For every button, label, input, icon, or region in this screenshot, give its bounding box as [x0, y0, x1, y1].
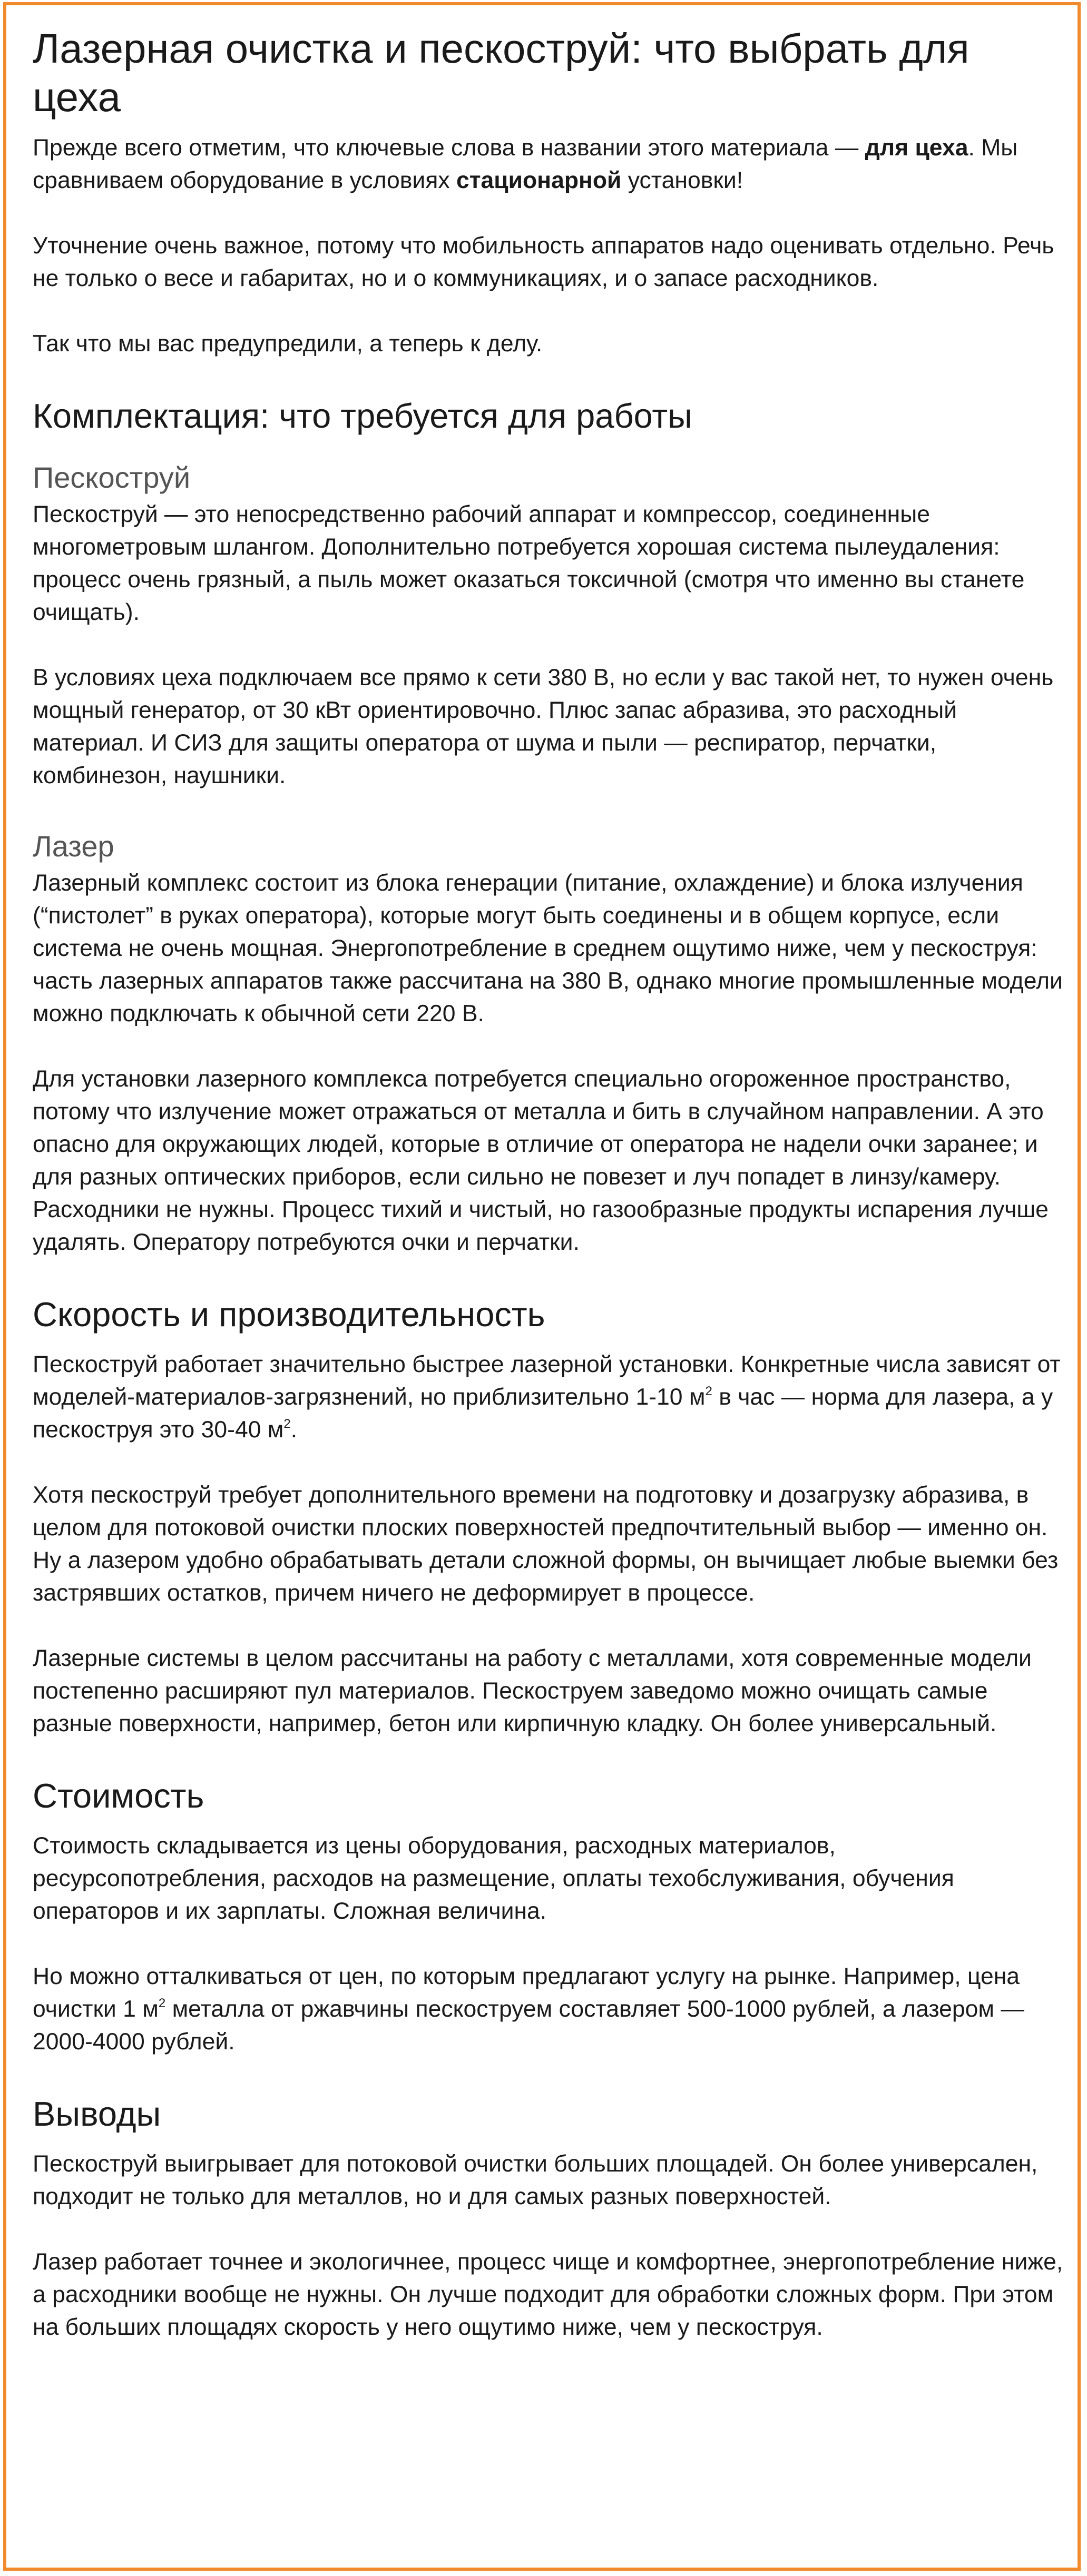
section-heading-conclusions: Выводы — [33, 2095, 161, 2133]
section-heading-equipment: Комплектация: что требуется для работы — [33, 397, 692, 435]
intro-paragraph-3: Так что мы вас предупредили, а теперь к делу. — [33, 331, 543, 357]
conclusions-paragraph-1: Пескоструй выигрывает для потоковой очистки больших площадей. Он более универсален, подходит не только для металлов, но и для самых разных поверхностей. — [33, 2151, 1038, 2209]
article-frame — [3, 2, 1081, 2571]
section-heading-speed: Скорость и производительность — [33, 1295, 545, 1334]
cost-paragraph-2: Но можно отталкиваться от цен, по которым предлагают услугу на рынке. Например, цена очистки 1 $м^2$ металла от ржавчины пескоструем составляет 500-1000 рублей, а лазером — 2000-4000 рублей. — [33, 1963, 1024, 2055]
conclusions-paragraph-2: Лазер работает точнее и экологичнее, процесс чище и комфортнее, энергопотребление ниже, а расходники вообще не нужны. Он лучше подходит для обработки сложных форм. При этом на больших площадях скорость у него ощутимо ниже, чем у пескоструя. — [33, 2249, 1063, 2340]
speed-paragraph-2: Хотя пескоструй требует дополнительного времени на подготовку и дозагрузку абразива, в целом для потоковой очистки плоских поверхностей предпочтительный выбор — именно он. Ну а лазером удобно обрабатывать детали сложной формы, он вычищает любые выемки без застрявших остатков, причем ничего не деформирует в процессе. — [33, 1482, 1059, 1606]
article-title: Лазерная очистка и пескоструй: что выбрать для цеха — [33, 25, 970, 120]
subheading-sandblast: Пескоструй — [33, 461, 191, 494]
sandblast-paragraph-2: В условиях цеха подключаем все прямо к сети 380 В, но если у вас такой нет, то нужен очень мощный генератор, от 30 кВт ориентировочно. Плюс запас абразива, это расходный материал. И СИЗ для защиты оператора от шума и пыли — респиратор, перчатки, комбинезон, наушники. — [33, 665, 1054, 788]
laser-paragraph-1: Лазерный комплекс состоит из блока генерации (питание, охлаждение) и блока излучения (“пистолет” в руках оператора), которые могут быть соединены и в общем корпусе, если система не очень мощная. Энергопотребление в среднем ощутимо ниже, чем у пескоструя: часть лазерных аппаратов также рассчитана на 380 В, однако многие промышленные модели можно подключать к обычной сети 220 В. — [33, 870, 1063, 1027]
subheading-laser: Лазер — [33, 830, 114, 863]
section-heading-cost: Стоимость — [33, 1776, 204, 1815]
speed-paragraph-1: Пескоструй работает значительно быстрее лазерной установки. Конкретные числа зависят от моделей-материалов-загрязнений, но приблизительно 1-10 $м^2$ в час — норма для лазера, а у пескоструя это 30-40 $м^2$. — [33, 1351, 1061, 1443]
sandblast-paragraph-1: Пескоструй — это непосредственно рабочий аппарат и компрессор, соединенные многометровым шлангом. Дополнительно потребуется хорошая система пылеудаления: процесс очень грязный, а пыль может оказаться токсичной (смотря что именно вы станете очищать). — [33, 501, 1025, 625]
intro-paragraph-2: Уточнение очень важное, потому что мобильность аппаратов надо оценивать отдельно. Речь не только о весе и габаритах, но и о коммуникациях, и о запасе расходников. — [33, 233, 1054, 291]
intro-paragraph-1: Прежде всего отметим, что ключевые слова в названии этого материала — для цеха. Мы сравниваем оборудование в условиях стационарной установки! — [33, 135, 1018, 193]
laser-paragraph-2: Для установки лазерного комплекса потребуется специально огороженное пространство, потому что излучение может отражаться от металла и бить в случайном направлении. А это опасно для окружающих людей, которые в отличие от оператора не надели очки заранее; и для разных оптических приборов, если сильно не повезет и луч попадет в линзу/камеру. Расходники не нужны. Процесс тихий и чистый, но газообразные продукты испарения лучше удалять. Оператору потребуются очки и перчатки. — [33, 1066, 1049, 1255]
cost-paragraph-1: Стоимость складывается из цены оборудования, расходных материалов, ресурсопотребления, расходов на размещение, оплаты техобслуживания, обучения операторов и их зарплаты. Сложная величина. — [33, 1833, 954, 1924]
article-content — [33, 24, 1065, 2344]
speed-paragraph-3: Лазерные системы в целом рассчитаны на работу с металлами, хотя современные модели постепенно расширяют пул материалов. Пескоструем заведомо можно очищать самые разные поверхности, например, бетон или кирпичную кладку. Он более универсальный. — [33, 1645, 1032, 1736]
